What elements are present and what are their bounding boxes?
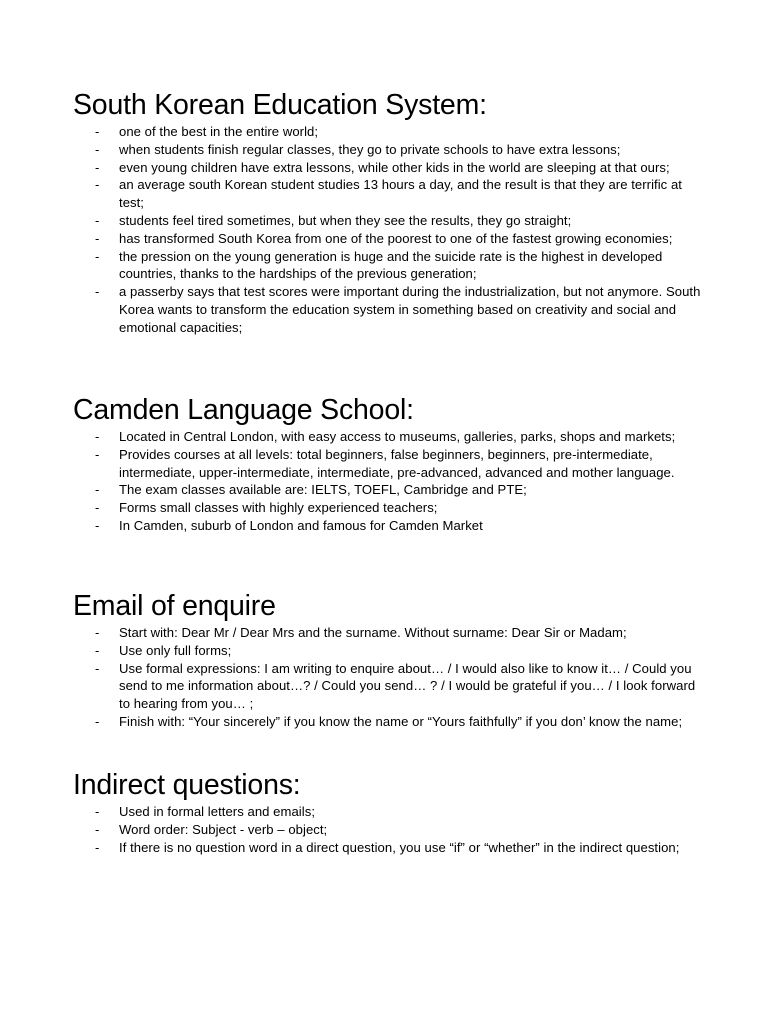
list-item xyxy=(73,446,703,482)
section-camden-language-school xyxy=(73,393,703,535)
bullet-dash: - xyxy=(95,625,100,640)
list-item xyxy=(73,713,703,731)
bullet-dash: - xyxy=(95,230,100,246)
bullet-dash: - xyxy=(95,248,100,264)
list-item-text: even young children have extra lessons, while other kids in the world are sleeping at that ours; xyxy=(119,159,670,175)
bullet-dash: - xyxy=(95,839,100,855)
list-item xyxy=(73,428,703,446)
list-item-text: In Camden, suburb of London and famous for Camden Market xyxy=(119,517,483,533)
list-item xyxy=(73,212,703,230)
bullet-list xyxy=(73,803,703,856)
list-item-text: Located in Central London, with easy access to museums, galleries, parks, shops and markets; xyxy=(119,429,676,444)
list-item-text: an average south Korean student studies 13 hours a day, and the result is that they are terrific at test; xyxy=(119,177,682,211)
list-item xyxy=(73,642,703,660)
section-heading: South Korean Education System: xyxy=(73,89,487,121)
list-item xyxy=(73,660,703,713)
list-item xyxy=(73,248,703,284)
bullet-dash: - xyxy=(95,177,100,193)
section-heading: Email of enquire xyxy=(73,590,276,622)
bullet-list xyxy=(73,428,703,535)
bullet-dash: - xyxy=(95,446,100,462)
section-south-korean-education xyxy=(73,88,703,337)
list-item-text: Provides courses at all levels: total beginners, false beginners, beginners, pre-intermediate, intermediate, upper-intermediate, intermediate, pre-advanced, advanced and mother language. xyxy=(119,446,675,480)
section-indirect-questions xyxy=(73,768,703,856)
list-item xyxy=(73,803,703,821)
bullet-dash: - xyxy=(95,660,100,676)
list-item xyxy=(73,517,703,535)
list-item-text: Use formal expressions: I am writing to enquire about… / I would also like to know it… / Could you send to me information about…? / Could you send… ? / I would be grateful if you… / I look forward to hearing from you… ; xyxy=(119,660,696,712)
list-item xyxy=(73,839,703,857)
list-item-text: one of the best in the entire world; xyxy=(119,124,319,139)
list-item xyxy=(73,159,703,177)
bullet-dash: - xyxy=(95,804,100,819)
bullet-dash: - xyxy=(95,821,100,837)
section-email-of-enquire xyxy=(73,589,703,731)
bullet-dash: - xyxy=(95,482,100,498)
bullet-dash: - xyxy=(95,141,100,157)
list-item xyxy=(73,481,703,499)
bullet-dash: - xyxy=(95,284,100,300)
list-item-text: has transformed South Korea from one of the poorest to one of the fastest growing economies; xyxy=(119,230,673,246)
bullet-list xyxy=(73,624,703,731)
list-item xyxy=(73,283,703,336)
list-item-text: students feel tired sometimes, but when they see the results, they go straight; xyxy=(119,212,572,228)
list-item xyxy=(73,499,703,517)
list-item-text: Start with: Dear Mr / Dear Mrs and the surname. Without surname: Dear Sir or Madam; xyxy=(119,625,627,640)
bullet-dash: - xyxy=(95,517,100,533)
bullet-dash: - xyxy=(95,159,100,175)
list-item-text: when students finish regular classes, they go to private schools to have extra lessons; xyxy=(119,141,621,157)
section-heading: Camden Language School: xyxy=(73,394,414,426)
list-item-text: Forms small classes with highly experienced teachers; xyxy=(119,500,438,516)
list-item xyxy=(73,624,703,642)
bullet-dash: - xyxy=(95,642,100,658)
list-item-text: The exam classes available are: IELTS, TOEFL, Cambridge and PTE; xyxy=(119,482,527,498)
bullet-dash: - xyxy=(95,212,100,228)
list-item-text: a passerby says that test scores were important during the industrialization, but not anymore. South Korea wants to transform the education system in something based on creativity and social and emotional capacities; xyxy=(119,284,701,335)
list-item xyxy=(73,123,703,141)
section-heading: Indirect questions: xyxy=(73,769,301,801)
bullet-dash: - xyxy=(95,429,100,444)
list-item-text: Use only full forms; xyxy=(119,642,232,658)
list-item-text: Used in formal letters and emails; xyxy=(119,804,316,819)
list-item xyxy=(73,821,703,839)
bullet-dash: - xyxy=(95,500,100,516)
list-item-text: If there is no question word in a direct question, you use “if” or “whether” in the indirect question; xyxy=(119,839,680,855)
list-item xyxy=(73,176,703,212)
bullet-dash: - xyxy=(95,124,100,139)
list-item-text: the pression on the young generation is huge and the suicide rate is the highest in developed countries, thanks to the hardships of the previous generation; xyxy=(119,248,663,282)
list-item-text: Word order: Subject - verb – object; xyxy=(119,821,328,837)
bullet-dash: - xyxy=(95,713,100,729)
list-item xyxy=(73,230,703,248)
list-item xyxy=(73,141,703,159)
bullet-list xyxy=(73,123,703,337)
list-item-text: Finish with: “Your sincerely” if you know the name or “Yours faithfully” if you don’ know the name; xyxy=(119,713,683,729)
